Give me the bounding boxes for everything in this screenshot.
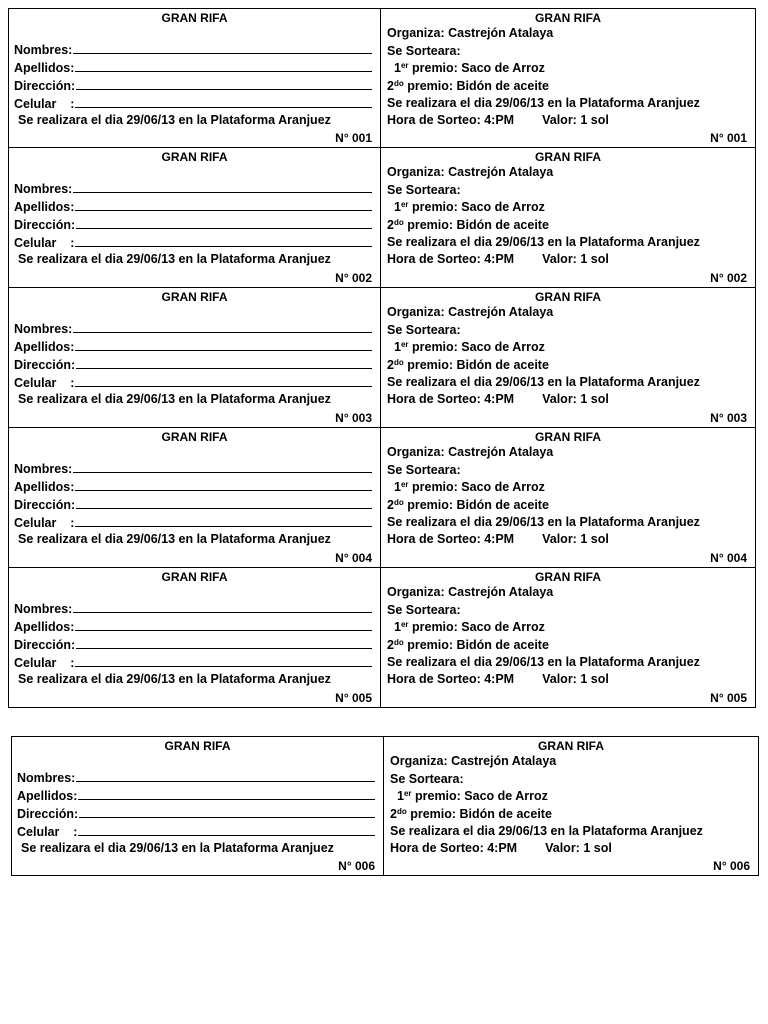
celular-blank[interactable] <box>75 516 372 527</box>
stub-title: GRAN RIFA <box>164 739 231 753</box>
organizer: Organiza: Castrejón Atalaya <box>390 754 557 768</box>
nombres-label: Nombres: <box>17 771 76 785</box>
direccion-blank[interactable] <box>76 498 372 509</box>
nombres-field[interactable] <box>14 462 372 476</box>
celular-field[interactable] <box>14 97 372 111</box>
first-prize: 1er premio: Saco de Arroz <box>394 480 545 494</box>
ticket-main <box>384 737 758 875</box>
nombres-blank[interactable] <box>73 602 372 613</box>
stub-ticket-number: N° 002 <box>335 271 372 285</box>
stub-ticket-number: N° 001 <box>335 131 372 145</box>
direccion-label: Dirección: <box>14 79 76 93</box>
organizer: Organiza: Castrejón Atalaya <box>387 165 554 179</box>
main-date: Se realizara el dia 29/06/13 en la Plataforma Aranjuez <box>387 96 700 110</box>
stub-date: Se realizara el dia 29/06/13 en la Plataforma Aranjuez <box>18 252 331 266</box>
stub-ticket-number: N° 003 <box>335 411 372 425</box>
stub-title: GRAN RIFA <box>161 570 228 584</box>
main-title: GRAN RIFA <box>538 739 604 753</box>
apellidos-label: Apellidos: <box>17 789 78 803</box>
se-sorteara: Se Sorteara: <box>387 603 461 617</box>
second-prize: $2^{do}$ premio: Bidón de aceite <box>387 79 549 93</box>
direccion-field[interactable] <box>14 638 372 652</box>
time-value <box>387 672 609 686</box>
direccion-label: Dirección: <box>14 638 76 652</box>
ticket-main <box>381 288 755 427</box>
celular-blank[interactable] <box>78 825 375 836</box>
apellidos-blank[interactable] <box>75 61 372 72</box>
raffle-ticket <box>11 736 759 876</box>
celular-field[interactable] <box>14 516 372 530</box>
time-value <box>390 841 612 855</box>
direccion-field[interactable] <box>14 79 372 93</box>
time-value <box>387 113 609 127</box>
main-title: GRAN RIFA <box>535 150 601 164</box>
first-prize: 1er premio: Saco de Arroz <box>394 620 545 634</box>
apellidos-field[interactable] <box>14 620 372 634</box>
first-prize: 1er premio: Saco de Arroz <box>394 61 545 75</box>
apellidos-label: Apellidos: <box>14 340 75 354</box>
draw-time: Hora de Sorteo: 4:PM <box>387 113 515 127</box>
second-prize: $2^{do}$ premio: Bidón de aceite <box>387 218 549 232</box>
raffle-ticket <box>8 8 756 148</box>
main-ticket-number: N° 002 <box>710 271 747 285</box>
direccion-field[interactable] <box>14 218 372 232</box>
time-value <box>387 252 609 266</box>
ticket-sheet-extra <box>11 736 759 876</box>
main-title: GRAN RIFA <box>535 11 601 25</box>
organizer: Organiza: Castrejón Atalaya <box>387 585 554 599</box>
organizer: Organiza: Castrejón Atalaya <box>387 445 554 459</box>
ticket-main <box>381 428 755 567</box>
apellidos-field[interactable] <box>14 480 372 494</box>
nombres-field[interactable] <box>14 182 372 196</box>
direccion-blank[interactable] <box>76 218 372 229</box>
se-sorteara: Se Sorteara: <box>387 44 461 58</box>
raffle-ticket <box>8 148 756 288</box>
direccion-field[interactable] <box>14 358 372 372</box>
se-sorteara: Se Sorteara: <box>387 183 461 197</box>
ticket-price: Valor: 1 sol <box>542 113 609 127</box>
raffle-ticket <box>8 288 756 428</box>
apellidos-blank[interactable] <box>75 340 372 351</box>
ticket-stub <box>9 428 381 567</box>
draw-time: Hora de Sorteo: 4:PM <box>387 672 515 686</box>
nombres-label: Nombres: <box>14 602 73 616</box>
direccion-blank[interactable] <box>79 807 375 818</box>
first-prize: 1er premio: Saco de Arroz <box>394 200 545 214</box>
main-title: GRAN RIFA <box>535 430 601 444</box>
direccion-label: Dirección: <box>14 218 76 232</box>
second-prize: $2^{do}$ premio: Bidón de aceite <box>387 638 549 652</box>
stub-date: Se realizara el dia 29/06/13 en la Plataforma Aranjuez <box>21 841 334 855</box>
nombres-blank[interactable] <box>73 182 372 193</box>
ticket-stub <box>12 737 384 875</box>
main-title: GRAN RIFA <box>535 570 601 584</box>
celular-field[interactable] <box>14 236 372 250</box>
stub-date: Se realizara el dia 29/06/13 en la Plataforma Aranjuez <box>18 672 331 686</box>
apellidos-field[interactable] <box>14 200 372 214</box>
celular-blank[interactable] <box>75 376 372 387</box>
main-ticket-number: N° 003 <box>710 411 747 425</box>
se-sorteara: Se Sorteara: <box>390 772 464 786</box>
ticket-price: Valor: 1 sol <box>542 252 609 266</box>
main-date: Se realizara el dia 29/06/13 en la Plataforma Aranjuez <box>390 824 703 838</box>
ticket-stub <box>9 568 381 707</box>
second-prize: $2^{do}$ premio: Bidón de aceite <box>390 807 552 821</box>
draw-time: Hora de Sorteo: 4:PM <box>390 841 518 855</box>
ticket-price: Valor: 1 sol <box>542 532 609 546</box>
ticket-price: Valor: 1 sol <box>545 841 612 855</box>
apellidos-blank[interactable] <box>75 480 372 491</box>
nombres-blank[interactable] <box>73 322 372 333</box>
nombres-field[interactable] <box>17 771 375 785</box>
ticket-price: Valor: 1 sol <box>542 392 609 406</box>
ticket-main <box>381 9 755 147</box>
apellidos-label: Apellidos: <box>14 200 75 214</box>
main-date: Se realizara el dia 29/06/13 en la Plataforma Aranjuez <box>387 235 700 249</box>
stub-title: GRAN RIFA <box>161 430 228 444</box>
direccion-field[interactable] <box>17 807 375 821</box>
raffle-ticket <box>8 568 756 708</box>
apellidos-blank[interactable] <box>75 620 372 631</box>
direccion-blank[interactable] <box>76 79 372 90</box>
second-prize: $2^{do}$ premio: Bidón de aceite <box>387 498 549 512</box>
main-ticket-number: N° 006 <box>713 859 750 873</box>
nombres-blank[interactable] <box>73 462 372 473</box>
se-sorteara: Se Sorteara: <box>387 463 461 477</box>
apellidos-field[interactable] <box>14 340 372 354</box>
apellidos-blank[interactable] <box>78 789 375 800</box>
first-prize: 1er premio: Saco de Arroz <box>397 789 548 803</box>
organizer: Organiza: Castrejón Atalaya <box>387 305 554 319</box>
main-title: GRAN RIFA <box>535 290 601 304</box>
stub-title: GRAN RIFA <box>161 11 228 25</box>
celular-field[interactable] <box>17 825 375 839</box>
celular-label: Celular : <box>14 516 75 530</box>
celular-label: Celular : <box>14 376 75 390</box>
main-ticket-number: N° 005 <box>710 691 747 705</box>
direccion-label: Dirección: <box>14 358 76 372</box>
se-sorteara: Se Sorteara: <box>387 323 461 337</box>
celular-label: Celular : <box>14 656 75 670</box>
direccion-field[interactable] <box>14 498 372 512</box>
apellidos-label: Apellidos: <box>14 620 75 634</box>
celular-blank[interactable] <box>75 236 372 247</box>
main-date: Se realizara el dia 29/06/13 en la Plataforma Aranjuez <box>387 515 700 529</box>
main-date: Se realizara el dia 29/06/13 en la Plataforma Aranjuez <box>387 655 700 669</box>
nombres-blank[interactable] <box>76 771 375 782</box>
main-ticket-number: N° 001 <box>710 131 747 145</box>
draw-time: Hora de Sorteo: 4:PM <box>387 392 515 406</box>
stub-ticket-number: N° 005 <box>335 691 372 705</box>
second-prize: $2^{do}$ premio: Bidón de aceite <box>387 358 549 372</box>
celular-field[interactable] <box>14 376 372 390</box>
ticket-main <box>381 148 755 287</box>
celular-blank[interactable] <box>75 97 372 108</box>
direccion-blank[interactable] <box>76 358 372 369</box>
direccion-label: Dirección: <box>17 807 79 821</box>
apellidos-label: Apellidos: <box>14 61 75 75</box>
draw-time: Hora de Sorteo: 4:PM <box>387 252 515 266</box>
direccion-blank[interactable] <box>76 638 372 649</box>
apellidos-field[interactable] <box>17 789 375 803</box>
nombres-label: Nombres: <box>14 182 73 196</box>
first-prize: 1er premio: Saco de Arroz <box>394 340 545 354</box>
nombres-field[interactable] <box>14 322 372 336</box>
nombres-blank[interactable] <box>73 43 372 54</box>
ticket-stub <box>9 288 381 427</box>
nombres-field[interactable] <box>14 43 372 57</box>
celular-field[interactable] <box>14 656 372 670</box>
ticket-sheet <box>8 8 756 708</box>
draw-time: Hora de Sorteo: 4:PM <box>387 532 515 546</box>
stub-title: GRAN RIFA <box>161 150 228 164</box>
raffle-ticket <box>8 428 756 568</box>
nombres-label: Nombres: <box>14 322 73 336</box>
celular-blank[interactable] <box>75 656 372 667</box>
nombres-field[interactable] <box>14 602 372 616</box>
stub-title: GRAN RIFA <box>161 290 228 304</box>
apellidos-field[interactable] <box>14 61 372 75</box>
direccion-label: Dirección: <box>14 498 76 512</box>
stub-date: Se realizara el dia 29/06/13 en la Plataforma Aranjuez <box>18 392 331 406</box>
ticket-stub <box>9 148 381 287</box>
stub-date: Se realizara el dia 29/06/13 en la Plataforma Aranjuez <box>18 532 331 546</box>
celular-label: Celular : <box>14 97 75 111</box>
time-value <box>387 392 609 406</box>
main-ticket-number: N° 004 <box>710 551 747 565</box>
ticket-stub <box>9 9 381 147</box>
organizer: Organiza: Castrejón Atalaya <box>387 26 554 40</box>
stub-ticket-number: N° 006 <box>338 859 375 873</box>
celular-label: Celular : <box>17 825 78 839</box>
apellidos-blank[interactable] <box>75 200 372 211</box>
stub-date: Se realizara el dia 29/06/13 en la Plataforma Aranjuez <box>18 113 331 127</box>
ticket-price: Valor: 1 sol <box>542 672 609 686</box>
apellidos-label: Apellidos: <box>14 480 75 494</box>
ticket-main <box>381 568 755 707</box>
time-value <box>387 532 609 546</box>
stub-ticket-number: N° 004 <box>335 551 372 565</box>
main-date: Se realizara el dia 29/06/13 en la Plataforma Aranjuez <box>387 375 700 389</box>
nombres-label: Nombres: <box>14 43 73 57</box>
celular-label: Celular : <box>14 236 75 250</box>
nombres-label: Nombres: <box>14 462 73 476</box>
